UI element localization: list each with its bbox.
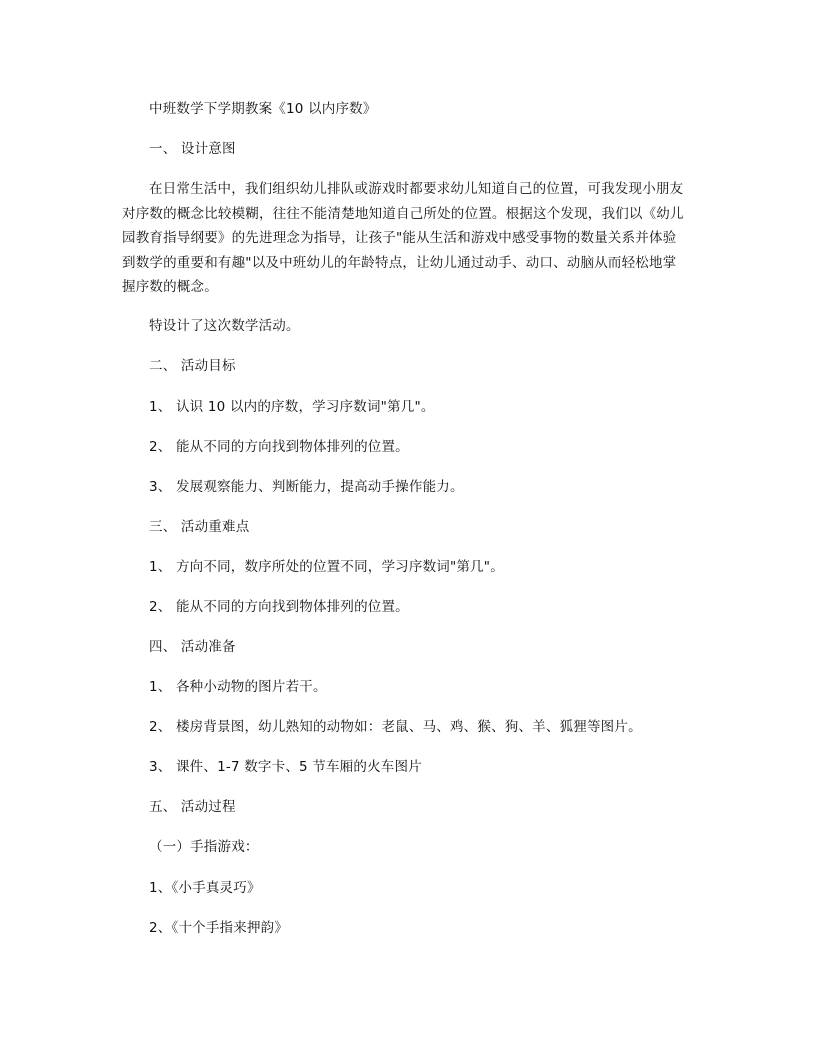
section-heading-preparation: 四、 活动准备 (149, 639, 236, 655)
goal-item: 3、 发展观察能力、判断能力，提高动手操作能力。 (149, 479, 464, 495)
document-title: 中班数学下学期教案《10 以内序数》 (149, 101, 377, 117)
section-heading-key-points: 三、 活动重难点 (149, 519, 250, 535)
section-heading-goals: 二、 活动目标 (149, 358, 236, 374)
preparation-item: 2、 楼房背景图，幼儿熟知的动物如：老鼠、马、鸡、猴、狗、羊、狐狸等图片。 (149, 719, 642, 735)
intro-line: 园教育指导纲要》的先进理念为指导，让孩子"能从生活和游戏中感受事物的数量关系并体验 (122, 230, 677, 246)
design-note: 特设计了这次数学活动。 (149, 318, 300, 334)
goal-item: 2、 能从不同的方向找到物体排列的位置。 (149, 439, 409, 455)
key-point-item: 1、 方向不同，数序所处的位置不同，学习序数词"第几"。 (149, 559, 504, 575)
process-sub-heading: （一）手指游戏： (149, 839, 259, 855)
section-heading-process: 五、 活动过程 (149, 799, 236, 815)
intro-line: 到数学的重要和有趣"以及中班幼儿的年龄特点，让幼儿通过动手、动口、动脑从而轻松地掌 (122, 254, 677, 271)
finger-game-item: 2、《十个手指来押韵》 (149, 920, 289, 936)
preparation-item: 3、 课件、1-7 数字卡、5 节车厢的火车图片 (149, 759, 422, 775)
key-point-item: 2、 能从不同的方向找到物体排列的位置。 (149, 599, 409, 615)
goal-item: 1、 认识 10 以内的序数，学习序数词"第几"。 (149, 399, 435, 415)
intro-paragraph (122, 177, 682, 300)
intro-line: 在日常生活中，我们组织幼儿排队或游戏时都要求幼儿知道自己的位置，可我发现小朋友 (149, 181, 684, 197)
intro-line: 握序数的概念。 (122, 279, 218, 295)
finger-game-item: 1、《小手真灵巧》 (149, 880, 261, 896)
section-heading-design-intent: 一、 设计意图 (149, 141, 236, 157)
intro-line: 对序数的概念比较模糊，往往不能清楚地知道自己所处的位置。根据这个发现，我们以《幼儿 (122, 205, 684, 222)
preparation-item: 1、 各种小动物的图片若干。 (149, 679, 327, 695)
